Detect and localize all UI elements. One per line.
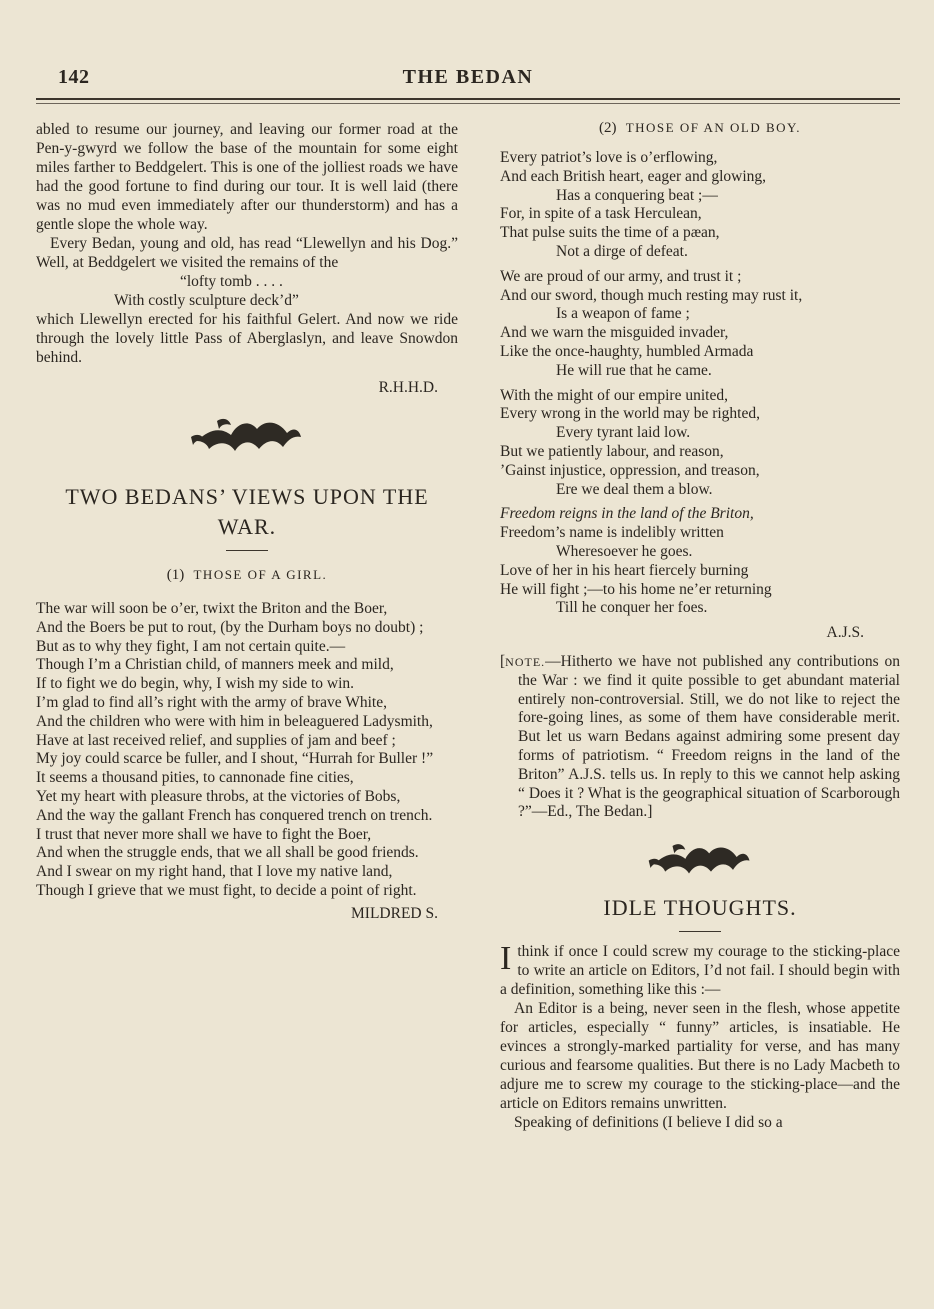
stanza — [500, 387, 900, 500]
poem-line: But as to why they fight, I am not certain quite.— — [36, 637, 346, 655]
poem-line: But we patiently labour, and reason, — [500, 442, 724, 460]
header-rule — [36, 98, 900, 100]
poem-line: And the children who were with him in beleaguered Ladysmith, — [36, 712, 433, 730]
stanza — [500, 268, 900, 381]
poem-line: Not a dirge of defeat. — [556, 242, 688, 260]
poem-line: I’m glad to find all’s right with the army of brave White, — [36, 693, 387, 711]
ornament-icon — [645, 836, 755, 878]
subheading: (1) THOSE OF A GIRL. — [166, 567, 328, 583]
poem-line: Though I’m a Christian child, of manners meek and mild, — [36, 656, 394, 674]
poem-line: It seems a thousand pities, to cannonade fine cities, — [36, 769, 354, 787]
editor-note: [NOTE.—Hitherto we have not published any contributions on the War : we find it quite possible to get abundant material entirely non-controversial. Still, we do not like to reject the fore-going lines, as some of them have considerable merit. But let us warn Bedans against admiring some present day forms of patriotism. “ Freedom reigns in the land of the Briton” A.J.S. tells us. In reply to this we cannot help asking “ Does it ? What is the geographical situation of Scarborough ?”—Ed., The Bedan.] — [500, 652, 900, 821]
quote-line: “lofty tomb . . . . — [180, 273, 283, 290]
poem-line: And each British heart, eager and glowing, — [500, 167, 766, 185]
poem-line: And our sword, though much resting may rust it, — [500, 286, 803, 304]
poem-line: For, in spite of a task Herculean, — [500, 205, 702, 223]
poem-line: ’Gainst injustice, oppression, and treason, — [500, 461, 760, 479]
ornament-icon — [187, 411, 307, 455]
quote-line: With costly sculpture deck’d” — [114, 292, 299, 309]
body-paragraph: An Editor is a being, never seen in the flesh, whose appetite for articles, especially “ funny” articles, is insatiable. He evinces a strongly-marked partiality for verse, and has many curious and fearsome qualities. But there is no Lady Macbeth to adjure me to screw my courage to the sticking-place—and the article on Editors remains unwritten. — [500, 1000, 900, 1113]
floral-ornament — [36, 411, 458, 460]
author-signature: MILDRED S. — [351, 904, 438, 922]
poem-line: Till he conquer her foes. — [556, 599, 708, 617]
poem-line: Love of her in his heart fiercely burning — [500, 561, 749, 579]
poem-line: That pulse suits the time of a pæan, — [500, 224, 720, 242]
poem-line: Has a conquering beat ;— — [556, 186, 718, 204]
travel-paragraph: which Llewellyn erected for his faithful Gelert. And now we ride through the lovely little Pass of Aberglaslyn, and leave Snowdon behind. — [36, 311, 458, 366]
poem-line: And the way the gallant French has conquered trench on trench. — [36, 806, 433, 824]
poem-line: My joy could scarce be fuller, and I shout, “Hurrah for Buller !” — [36, 750, 434, 768]
left-column — [36, 120, 458, 924]
divider — [679, 931, 721, 932]
header-rule-thin — [36, 103, 900, 104]
page-header — [36, 62, 900, 102]
poem-line: Yet my heart with pleasure throbs, at the victories of Bobs, — [36, 787, 401, 805]
author-signature: R.H.H.D. — [378, 379, 438, 396]
divider — [226, 550, 268, 551]
article-title: IDLE THOUGHTS. — [603, 895, 797, 921]
poem-line: Ere we deal them a blow. — [556, 480, 713, 498]
poem-line: Every patriot’s love is o’erflowing, — [500, 149, 718, 166]
poem-line: The war will soon be o’er, twixt the Briton and the Boer, — [36, 600, 388, 617]
poem-line: Freedom reigns in the land of the Briton, — [500, 505, 754, 523]
poem-line: Every tyrant laid low. — [556, 424, 691, 442]
poem — [500, 149, 900, 643]
poem-line: And I swear on my right hand, that I love my native land, — [36, 863, 393, 881]
poem — [36, 600, 458, 924]
poem-line: And we warn the misguided invader, — [500, 324, 729, 342]
poem-line: Wheresoever he goes. — [556, 542, 693, 560]
article-title: TWO BEDANS’ VIEWS UPON THE WAR. — [65, 484, 429, 539]
travel-paragraph: Every Bedan, young and old, has read “Llewellyn and his Dog.” Well, at Beddgelert we visited the remains of the — [36, 235, 458, 271]
poem-line: Is a weapon of fame ; — [556, 305, 690, 323]
subheading: (2) THOSE OF AN OLD BOY. — [598, 120, 802, 136]
body-paragraph: Ithink if once I could screw my courage to the sticking-place to write an article on Editors, I’d not fail. I should begin with a definition, something like this :— — [500, 940, 900, 999]
right-column — [500, 120, 900, 1132]
poem-line: He will fight ;—to his home ne’er returning — [500, 580, 772, 598]
poem-line: We are proud of our army, and trust it ; — [500, 267, 742, 285]
poem-line: Though I grieve that we must fight, to decide a point of right. — [36, 881, 417, 899]
poem-line: With the might of our empire united, — [500, 386, 728, 404]
poem-line: Like the once-haughty, humbled Armada — [500, 342, 754, 360]
floral-ornament — [500, 836, 900, 883]
idle-thoughts-body — [500, 942, 900, 1132]
stanza — [500, 149, 900, 262]
poem-line: And when the struggle ends, that we all shall be good friends. — [36, 844, 419, 862]
poem-line: He will rue that he came. — [556, 361, 712, 379]
body-paragraph: Speaking of definitions (I believe I did so a — [514, 1114, 783, 1132]
poem-line: Freedom’s name is indelibly written — [500, 524, 724, 542]
poem-line: I trust that never more shall we have to fight the Boer, — [36, 825, 372, 843]
poem-line: If to fight we do begin, why, I wish my side to win. — [36, 675, 354, 693]
page-number: 142 — [58, 66, 90, 88]
stanza — [500, 505, 900, 618]
poem-line: And the Boers be put to rout, (by the Durham boys no doubt) ; — [36, 618, 424, 636]
poem-line: Have at last received relief, and supplies of jam and beef ; — [36, 731, 396, 749]
travel-paragraph: abled to resume our journey, and leaving our former road at the Pen-y-gwyrd we follow the base of the mountain for some eight miles farther to Beddgelert. This is one of the jolliest roads we have had the good fortune to find during our tour. It is well laid (there was no mud even immediately after our thunderstorm) and has a gentle slope the whole way. — [36, 121, 458, 233]
author-signature: A.J.S. — [826, 624, 864, 642]
poem-line: Every wrong in the world may be righted, — [500, 405, 760, 423]
running-title: THE BEDAN — [402, 66, 534, 88]
